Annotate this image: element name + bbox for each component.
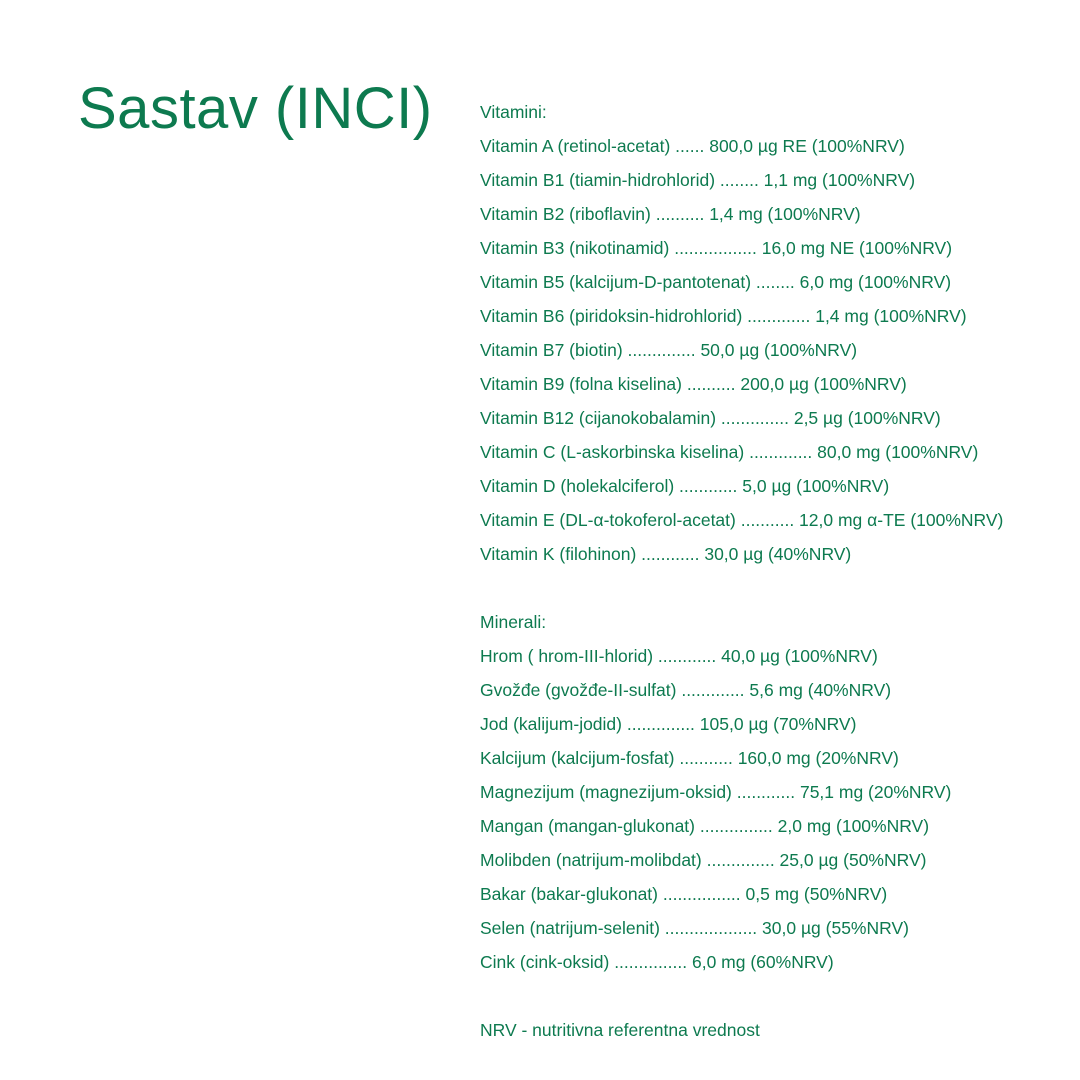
vitamin-a-item: Vitamin A (retinol-acetat) ...... 800,0 µg RE (100%NRV) [480,136,905,156]
footnote: NRV - nutritivna referentna vrednost [480,1020,760,1040]
vitamins-section [480,95,1070,571]
section-spacer [480,571,1070,605]
minerals-section [480,605,1070,979]
mineral-molybdenum-item: Molibden (natrijum-molibdat) .............. 25,0 µg (50%NRV) [480,850,927,870]
mineral-manganese-item: Mangan (mangan-glukonat) ............... 2,0 mg (100%NRV) [480,816,930,836]
mineral-iodine-item: Jod (kalijum-jodid) .............. 105,0 µg (70%NRV) [480,714,857,734]
vitamin-d-item: Vitamin D (holekalciferol) ............ 5,0 µg (100%NRV) [480,476,890,496]
vitamin-b7-item: Vitamin B7 (biotin) .............. 50,0 µg (100%NRV) [480,340,858,360]
mineral-chromium-item: Hrom ( hrom-III-hlorid) ............ 40,0 µg (100%NRV) [480,646,878,666]
minerals-heading: Minerali: [480,612,547,632]
vitamin-b1-item: Vitamin B1 (tiamin-hidrohlorid) ........ 1,1 mg (100%NRV) [480,170,916,190]
vitamin-b9-item: Vitamin B9 (folna kiselina) .......... 200,0 µg (100%NRV) [480,374,907,394]
ingredients-list [480,95,1070,1047]
mineral-zinc-item: Cink (cink-oksid) ............... 6,0 mg (60%NRV) [480,952,834,972]
page-title: Sastav (INCI) [78,76,433,141]
vitamin-b3-item: Vitamin B3 (nikotinamid) ................. 16,0 mg NE (100%NRV) [480,238,953,258]
mineral-calcium-item: Kalcijum (kalcijum-fosfat) ........... 160,0 mg (20%NRV) [480,748,899,768]
vitamin-c-item: Vitamin C (L-askorbinska kiselina) ............. 80,0 mg (100%NRV) [480,442,979,462]
mineral-selenium-item: Selen (natrijum-selenit) ................... 30,0 µg (55%NRV) [480,918,909,938]
footnote-spacer [480,979,1070,1013]
mineral-copper-item: Bakar (bakar-glukonat) ................ 0,5 mg (50%NRV) [480,884,888,904]
vitamin-b6-item: Vitamin B6 (piridoksin-hidrohlorid) ............. 1,4 mg (100%NRV) [480,306,967,326]
vitamin-k-item: Vitamin K (filohinon) ............ 30,0 µg (40%NRV) [480,544,852,564]
vitamin-b2-item: Vitamin B2 (riboflavin) .......... 1,4 mg (100%NRV) [480,204,861,224]
mineral-iron-item: Gvožđe (gvožđe-II-sulfat) ............. 5,6 mg (40%NRV) [480,680,892,700]
vitamin-e-item: Vitamin E (DL-α-tokoferol-acetat) ........... 12,0 mg α-TE (100%NRV) [480,510,1004,530]
vitamins-heading: Vitamini: [480,102,547,122]
vitamin-b12-item: Vitamin B12 (cijanokobalamin) .............. 2,5 µg (100%NRV) [480,408,941,428]
mineral-magnesium-item: Magnezijum (magnezijum-oksid) ............ 75,1 mg (20%NRV) [480,782,952,802]
vitamin-b5-item: Vitamin B5 (kalcijum-D-pantotenat) ........ 6,0 mg (100%NRV) [480,272,952,292]
